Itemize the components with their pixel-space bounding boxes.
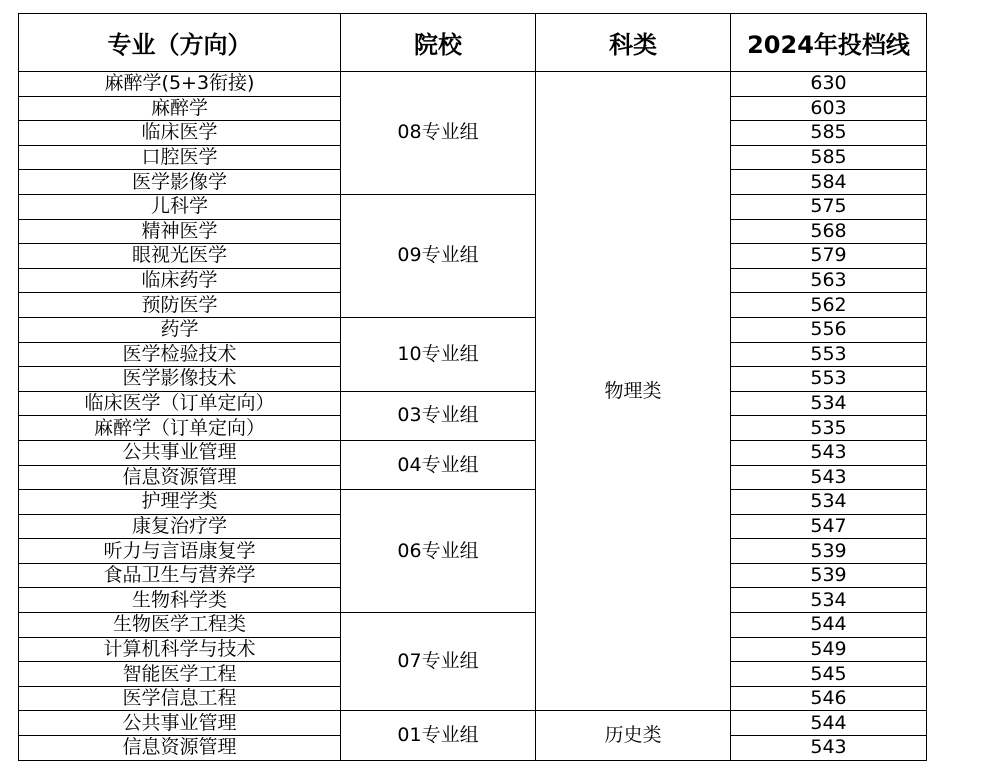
major-cell: 生物科学类: [19, 588, 341, 613]
group-cell: 04专业组: [341, 440, 536, 489]
table-row: [19, 440, 927, 465]
major-cell: 信息资源管理: [19, 736, 341, 761]
score-cell: 556: [731, 317, 927, 342]
group-cell: 06专业组: [341, 490, 536, 613]
major-cell: 儿科学: [19, 194, 341, 219]
major-cell: 医学影像学: [19, 170, 341, 195]
score-cell: 546: [731, 686, 927, 711]
table-row: [19, 613, 927, 638]
score-cell: 585: [731, 121, 927, 146]
group-cell: 08专业组: [341, 72, 536, 195]
major-cell: 公共事业管理: [19, 711, 341, 736]
header-school: 院校: [341, 14, 536, 72]
category-cell: 物理类: [536, 72, 731, 711]
major-cell: 医学信息工程: [19, 686, 341, 711]
score-cell: 534: [731, 588, 927, 613]
major-cell: 康复治疗学: [19, 514, 341, 539]
score-cell: 579: [731, 244, 927, 269]
major-cell: 临床医学: [19, 121, 341, 146]
admission-score-table: [18, 13, 927, 761]
major-cell: 公共事业管理: [19, 440, 341, 465]
major-cell: 口腔医学: [19, 145, 341, 170]
score-cell: 544: [731, 613, 927, 638]
score-cell: 545: [731, 662, 927, 687]
score-cell: 575: [731, 194, 927, 219]
score-cell: 568: [731, 219, 927, 244]
major-cell: 医学检验技术: [19, 342, 341, 367]
score-cell: 630: [731, 72, 927, 97]
score-cell: 585: [731, 145, 927, 170]
major-cell: 食品卫生与营养学: [19, 563, 341, 588]
score-cell: 534: [731, 490, 927, 515]
major-cell: 眼视光医学: [19, 244, 341, 269]
group-cell: 09专业组: [341, 194, 536, 317]
score-cell: 543: [731, 736, 927, 761]
score-cell: 553: [731, 367, 927, 392]
table-row: [19, 711, 927, 736]
group-cell: 07专业组: [341, 613, 536, 711]
major-cell: 听力与言语康复学: [19, 539, 341, 564]
category-cell: 历史类: [536, 711, 731, 760]
score-cell: 563: [731, 268, 927, 293]
table-row: [19, 194, 927, 219]
header-score: 2024年投档线: [731, 14, 927, 72]
major-cell: 计算机科学与技术: [19, 637, 341, 662]
major-cell: 信息资源管理: [19, 465, 341, 490]
major-cell: 麻醉学（订单定向）: [19, 416, 341, 441]
table-row: [19, 72, 927, 97]
major-cell: 精神医学: [19, 219, 341, 244]
score-cell: 562: [731, 293, 927, 318]
score-cell: 549: [731, 637, 927, 662]
major-cell: 护理学类: [19, 490, 341, 515]
major-cell: 生物医学工程类: [19, 613, 341, 638]
score-cell: 539: [731, 539, 927, 564]
header-major: 专业（方向）: [19, 14, 341, 72]
score-cell: 543: [731, 465, 927, 490]
major-cell: 麻醉学(5+3衔接): [19, 72, 341, 97]
score-cell: 539: [731, 563, 927, 588]
header-category: 科类: [536, 14, 731, 72]
score-cell: 547: [731, 514, 927, 539]
table-row: [19, 317, 927, 342]
table-row: [19, 391, 927, 416]
group-cell: 01专业组: [341, 711, 536, 760]
group-cell: 03专业组: [341, 391, 536, 440]
major-cell: 麻醉学: [19, 96, 341, 121]
score-cell: 603: [731, 96, 927, 121]
score-cell: 543: [731, 440, 927, 465]
major-cell: 药学: [19, 317, 341, 342]
major-cell: 预防医学: [19, 293, 341, 318]
table-row: [19, 490, 927, 515]
major-cell: 临床药学: [19, 268, 341, 293]
major-cell: 医学影像技术: [19, 367, 341, 392]
score-cell: 544: [731, 711, 927, 736]
score-cell: 553: [731, 342, 927, 367]
score-cell: 584: [731, 170, 927, 195]
score-cell: 534: [731, 391, 927, 416]
group-cell: 10专业组: [341, 317, 536, 391]
score-cell: 535: [731, 416, 927, 441]
major-cell: 智能医学工程: [19, 662, 341, 687]
header-row: [19, 14, 927, 72]
major-cell: 临床医学（订单定向）: [19, 391, 341, 416]
